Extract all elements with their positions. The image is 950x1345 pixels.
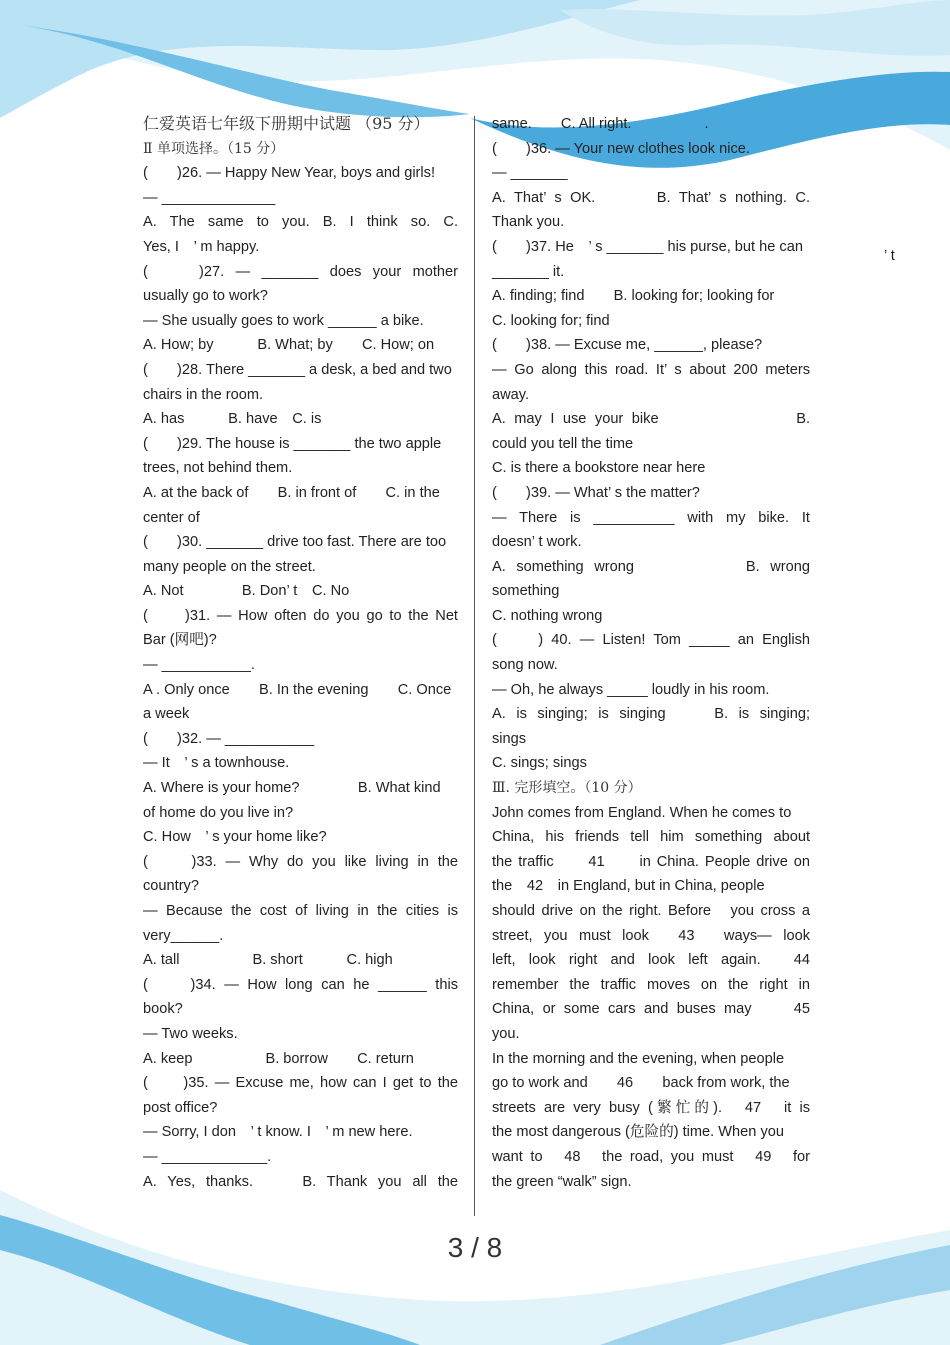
text-line: — She usually goes to work ______ a bike. xyxy=(143,312,424,329)
text-line: John comes from England. When he comes to xyxy=(492,804,792,821)
text-line: — ______________ xyxy=(143,189,276,206)
text-line: Ⅱ 单项选择。（15 分） xyxy=(143,140,285,157)
text-line: In the morning and the evening, when people xyxy=(492,1050,785,1067)
text-line: ( )27. — _______ does your mother xyxy=(143,263,458,280)
text-line: sings xyxy=(492,730,527,747)
text-line: song now. xyxy=(492,657,558,674)
text-line: A. Where is your home? B. What kind xyxy=(143,780,441,797)
text-line: C. looking for; find xyxy=(492,312,610,329)
column-divider xyxy=(474,116,475,1216)
text-line: ( )34. — How long can he ______ this xyxy=(143,976,458,993)
text-line: C. nothing wrong xyxy=(492,607,603,624)
text-line: Ⅲ. 完形填空。（10 分） xyxy=(492,780,642,797)
text-line: A. at the back of B. in front of C. in the xyxy=(143,484,440,501)
text-line: doesn’ t work. xyxy=(492,534,582,551)
text-line: A. The same to you. B. I think so. C. xyxy=(143,214,458,231)
text-line: — _______ xyxy=(492,165,568,182)
left-column xyxy=(143,112,458,1194)
page-number: 3 / 8 xyxy=(447,1232,503,1263)
text-line: post office? xyxy=(143,1099,218,1116)
text-line: A. may I use your bike B. xyxy=(492,411,810,428)
text-line: center of xyxy=(143,509,200,526)
text-line: A. finding; find B. looking for; looking for xyxy=(492,288,775,305)
text-line: go to work and 46 back from work, the xyxy=(492,1075,790,1092)
text-line: — Sorry, I don ’ t know. I ’ m new here. xyxy=(143,1124,413,1141)
text-line: ( )36. — Your new clothes look nice. xyxy=(492,140,750,157)
stray-mark: ’ t xyxy=(884,248,895,264)
right-column-lines xyxy=(492,112,810,1194)
text-line: C. sings; sings xyxy=(492,755,587,772)
text-line: trees, not behind them. xyxy=(143,460,293,477)
text-line: — _____________. xyxy=(143,1148,272,1165)
text-line: C. How ’ s your home like? xyxy=(143,829,327,846)
text-line: ( )32. — ___________ xyxy=(143,730,315,747)
text-line: China, or some cars and buses may 45 xyxy=(492,1001,810,1018)
text-line: could you tell the time xyxy=(492,435,634,452)
text-line: should drive on the right. Before you cross a xyxy=(492,903,810,919)
text-line: ( )39. — What’ s the matter? xyxy=(492,484,700,501)
text-line: A. How; by B. What; by C. How; on xyxy=(143,337,435,354)
text-line: the traffic 41 in China. People drive on xyxy=(492,853,810,870)
text-line: A. has B. have C. is xyxy=(143,411,322,428)
left-column-lines xyxy=(143,137,458,1195)
text-line: ( )37. He ’ s _______ his purse, but he can xyxy=(492,238,803,255)
text-line: — It ’ s a townhouse. xyxy=(143,755,290,772)
document-title: 仁爱英语七年级下册期中试题 （95 分） xyxy=(143,114,430,133)
text-line: ( )35. — Excuse me, how can I get to the xyxy=(143,1075,458,1092)
text-line: of home do you live in? xyxy=(143,804,294,821)
text-line: ( )33. — Why do you like living in the xyxy=(143,853,458,870)
text-line: ( )29. The house is _______ the two apple xyxy=(143,435,442,452)
text-line: the green “walk” sign. xyxy=(492,1173,632,1190)
text-line: — Because the cost of living in the cities is xyxy=(143,903,458,919)
text-line: left, look right and look left again. 44 xyxy=(492,952,810,969)
text-line: Bar (网吧)? xyxy=(143,632,217,649)
text-line: usually go to work? xyxy=(143,288,268,305)
text-line: ( )31. — How often do you go to the Net xyxy=(143,607,458,624)
text-line: Thank you. xyxy=(492,214,565,231)
text-line: C. is there a bookstore near here xyxy=(492,460,706,477)
text-line: — ___________. xyxy=(143,657,255,674)
text-line: A. Not B. Don’ t C. No xyxy=(143,583,350,600)
text-line: ( )28. There _______ a desk, a bed and two xyxy=(143,361,452,378)
text-line: Yes, I ’ m happy. xyxy=(143,238,260,255)
text-line: — Two weeks. xyxy=(143,1025,238,1042)
text-line: book? xyxy=(143,1001,183,1018)
text-line: the 42 in England, but in China, people xyxy=(492,878,765,895)
text-line: you. xyxy=(492,1025,520,1042)
text-line: A. is singing; is singing B. is singing; xyxy=(492,706,810,723)
text-line: something xyxy=(492,583,560,600)
text-line: many people on the street. xyxy=(143,558,316,575)
text-line: A. tall B. short C. high xyxy=(143,952,393,969)
text-line: streets are very busy (繁忙的). 47 it is xyxy=(492,1099,810,1116)
text-line: country? xyxy=(143,878,199,895)
text-line: — Go along this road. It’ s about 200 meters xyxy=(492,361,810,378)
text-line: A. That’ s OK. B. That’ s nothing. C. xyxy=(492,189,810,206)
text-line: ( ) 40. — Listen! Tom _____ an English xyxy=(492,632,810,649)
text-line: very______. xyxy=(143,927,224,944)
text-line: A. keep B. borrow C. return xyxy=(143,1050,414,1067)
text-line: ( )38. — Excuse me, ______, please? xyxy=(492,337,763,354)
text-line: street, you must look 43 ways— look xyxy=(492,927,810,944)
text-line: China, his friends tell him something about xyxy=(492,829,810,846)
text-line: want to 48 the road, you must 49 for xyxy=(492,1148,810,1165)
text-line: away. xyxy=(492,386,530,403)
text-line: the most dangerous (危险的) time. When you xyxy=(492,1124,784,1141)
text-line: _______ it. xyxy=(492,263,565,280)
text-line: ( )30. _______ drive too fast. There are too xyxy=(143,534,447,551)
text-line: same. C. All right. . xyxy=(492,116,709,132)
text-line: a week xyxy=(143,706,190,723)
text-line: A. something wrong B. wrong xyxy=(492,558,810,575)
text-line: ( )26. — Happy New Year, boys and girls! xyxy=(143,165,436,182)
text-line: A. Yes, thanks. B. Thank you all the xyxy=(143,1173,458,1190)
text-line: — Oh, he always _____ loudly in his room. xyxy=(492,681,770,698)
text-line: chairs in the room. xyxy=(143,386,264,403)
right-column xyxy=(492,112,810,1194)
text-line: A . Only once B. In the evening C. Once xyxy=(143,681,452,698)
text-line: — There is __________ with my bike. It xyxy=(492,509,810,526)
text-line: remember the traffic moves on the right in xyxy=(492,976,810,993)
